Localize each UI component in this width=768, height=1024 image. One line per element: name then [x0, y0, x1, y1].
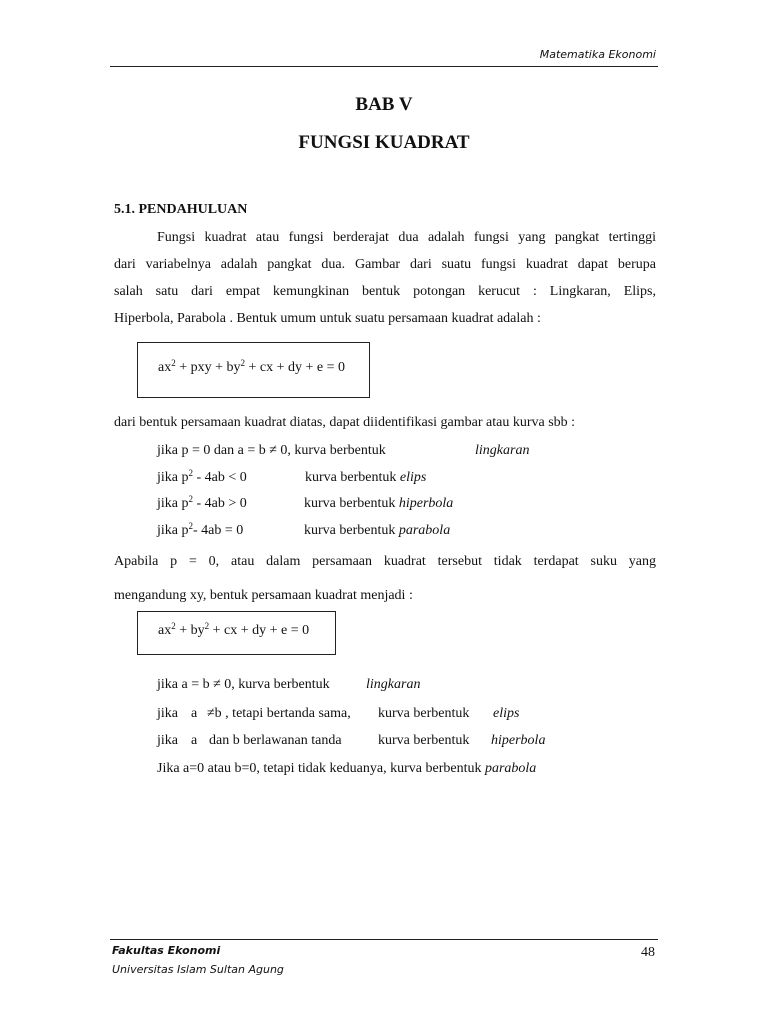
identification-intro: dari bentuk persamaan kuadrat diatas, dapat diidentifikasi gambar atau kurva sbb : — [114, 415, 576, 430]
footer-university: Universitas Islam Sultan Agung — [112, 963, 284, 976]
reduced-case-circle-shape: lingkaran — [366, 677, 421, 692]
reduced-equation-box — [137, 611, 336, 655]
footer-rule — [110, 939, 658, 940]
intro-line: dari variabelnya adalah pangkat dua. Gambar dari suatu fungsi kuadrat dapat berupa — [114, 257, 656, 272]
case-parabola-condition: jika $p^2-$ 4ab = 0 — [157, 521, 244, 538]
intro-line: Fungsi kuadrat atau fungsi berderajat dua adalah fungsi yang pangkat tertinggi — [157, 230, 656, 245]
case-circle: jika p = 0 dan a = b ≠ 0, kurva berbentuk — [157, 443, 386, 458]
chapter-number: BAB V — [355, 94, 413, 115]
case-hyperbola-condition: jika $p^2 - 4ab > 0$ — [157, 494, 247, 511]
reduced-case-ellipse-text: kurva berbentuk — [378, 706, 470, 721]
running-header: Matematika Ekonomi — [539, 48, 656, 61]
reduced-case-hyperbola-a: a — [191, 733, 198, 748]
reduced-case-hyperbola-text: kurva berbentuk — [378, 733, 470, 748]
case-circle-shape: lingkaran — [475, 443, 530, 458]
reduced-case-ellipse-jika: jika — [157, 706, 178, 721]
case-ellipse-result: kurva berbentuk elips — [305, 470, 427, 485]
intro-line: Hiperbola, Parabola . Bentuk umum untuk suatu persamaan kuadrat adalah : — [114, 311, 541, 326]
reduced-equation: $ax^2 + by^2$ + cx + dy + e = 0 — [158, 621, 310, 638]
section-heading: 5.1. PENDAHULUAN — [114, 202, 248, 217]
general-equation: $ax^2$ + pxy + $by^2$ + cx + dy + e = 0 — [158, 358, 346, 375]
general-equation-box — [137, 342, 370, 398]
reduced-case-parabola: Jika a=0 atau b=0, tetapi tidak keduanya, kurva berbentuk parabola — [157, 761, 537, 776]
intro-line: salah satu dari empat kemungkinan bentuk potongan kerucut : Lingkaran, Elips, — [114, 284, 656, 299]
page-number: 48 — [641, 945, 655, 960]
paragraph-line: mengandung xy, bentuk persamaan kuadrat menjadi : — [114, 588, 413, 603]
reduced-case-hyperbola-condition: dan b berlawanan tanda — [209, 733, 342, 748]
reduced-case-hyperbola-jika: jika — [157, 733, 178, 748]
intro-paragraph — [114, 224, 656, 332]
paragraph-line: Apabila p = 0, atau dalam persamaan kuadrat tersebut tidak terdapat suku yang — [114, 554, 656, 569]
reduced-case-hyperbola-shape: hiperbola — [491, 733, 546, 748]
case-parabola-result: kurva berbentuk parabola — [304, 523, 451, 538]
reduced-case-circle: jika a = b ≠ 0, kurva berbentuk — [157, 677, 330, 692]
second-paragraph — [114, 545, 656, 613]
footer-faculty: Fakultas Ekonomi — [112, 944, 221, 957]
reduced-case-ellipse-condition: ≠b , tetapi bertanda sama, — [207, 706, 351, 721]
case-ellipse-condition: jika $p^2 - 4ab < 0$ — [157, 468, 247, 485]
reduced-case-ellipse-a: a — [191, 706, 198, 721]
reduced-case-ellipse-shape: elips — [493, 706, 520, 721]
case-hyperbola-result: kurva berbentuk hiperbola — [304, 496, 454, 511]
chapter-title: FUNGSI KUADRAT — [298, 132, 470, 153]
header-rule — [110, 66, 658, 67]
